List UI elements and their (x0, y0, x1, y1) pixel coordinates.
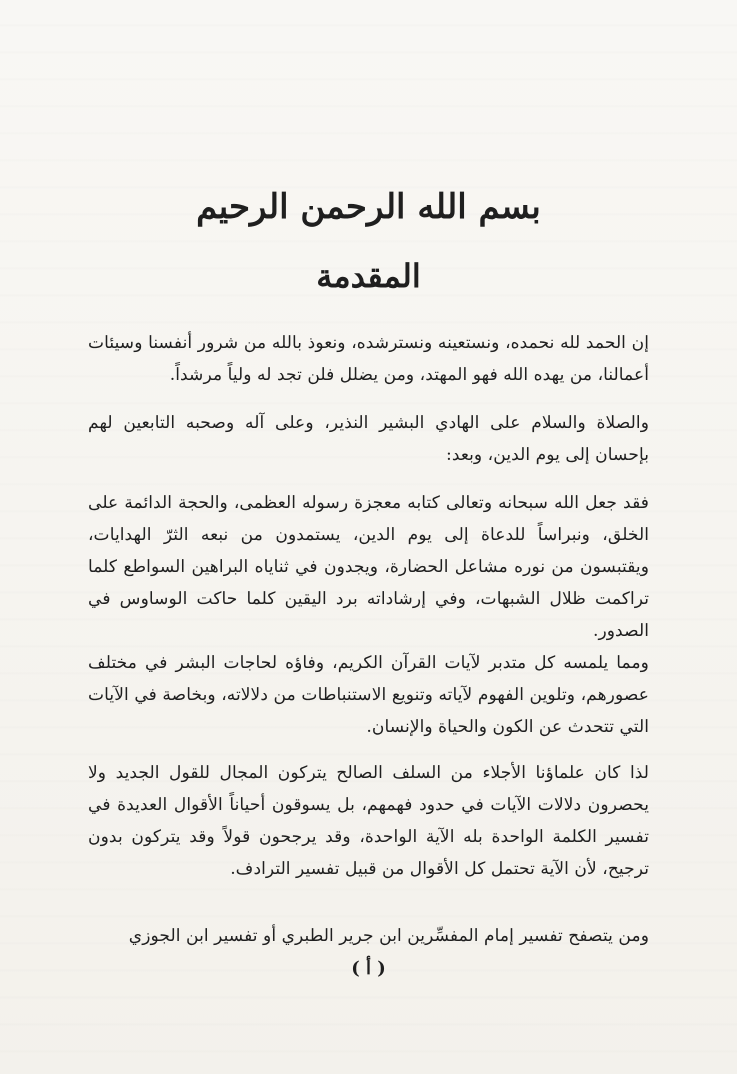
paragraph: إن الحمد لله نحمده، ونستعينه ونسترشده، ونعوذ بالله من شرور أنفسنا وسيئات أعمالنا، من يهده الله فهو المهتد، ومن يضلل فلن تجد له ولياً مرشداً. (88, 333, 649, 385)
paragraph: لذا كان علماؤنا الأجلاء من السلف الصالح يتركون المجال للقول الجديد ولا يحصرون دلالات الآيات في حدود فهمهم، بل يسوقون أحياناً الأقوال العديدة في تفسير الكلمة الواحدة بله الآية الواحدة، وقد يرجحون قولاً وقد يتركون بدون ترجيح، لأن الآية تحتمل كل الأقوال من قبيل تفسير الترادف. (88, 763, 649, 879)
page-number: ( أ ) (351, 958, 386, 979)
paragraph: ومما يلمسه كل متدبر لآيات القرآن الكريم، وفاؤه لحاجات البشر في مختلف عصورهم، وتلوين الفهوم لآياته وتنويع الاستنباطات من دلالاته، وبخاصة في الآيات التي تتحدث عن الكون والحياة والإنسان. (88, 653, 649, 737)
paragraph: ومن يتصفح تفسير إمام المفسِّرين ابن جرير الطبري أو تفسير ابن الجوزي (128, 926, 649, 946)
paragraph: فقد جعل الله سبحانه وتعالى كتابه معجزة رسوله العظمى، والحجة الدائمة على الخلق، ونبراساً للدعاة إلى يوم الدين، يستمدون من نبعه الثرّ الهدايات، ويقتبسون من نوره مشاعل الحضارة، ويجدون في ثناياه البراهين السواطع كلما تراكمت ظلال الشبهات، وفي إرشاداته برد اليقين كلما حاكت الوساوس في الصدور. (88, 493, 649, 641)
basmala: بسم الله الرحمن الرحيم (196, 187, 541, 227)
page-title: المقدمة (316, 257, 421, 295)
paragraph: والصلاة والسلام على الهادي البشير النذير، وعلى آله وصحبه التابعين لهم بإحسان إلى يوم الدين، وبعد: (88, 413, 649, 465)
document-content (88, 182, 649, 964)
